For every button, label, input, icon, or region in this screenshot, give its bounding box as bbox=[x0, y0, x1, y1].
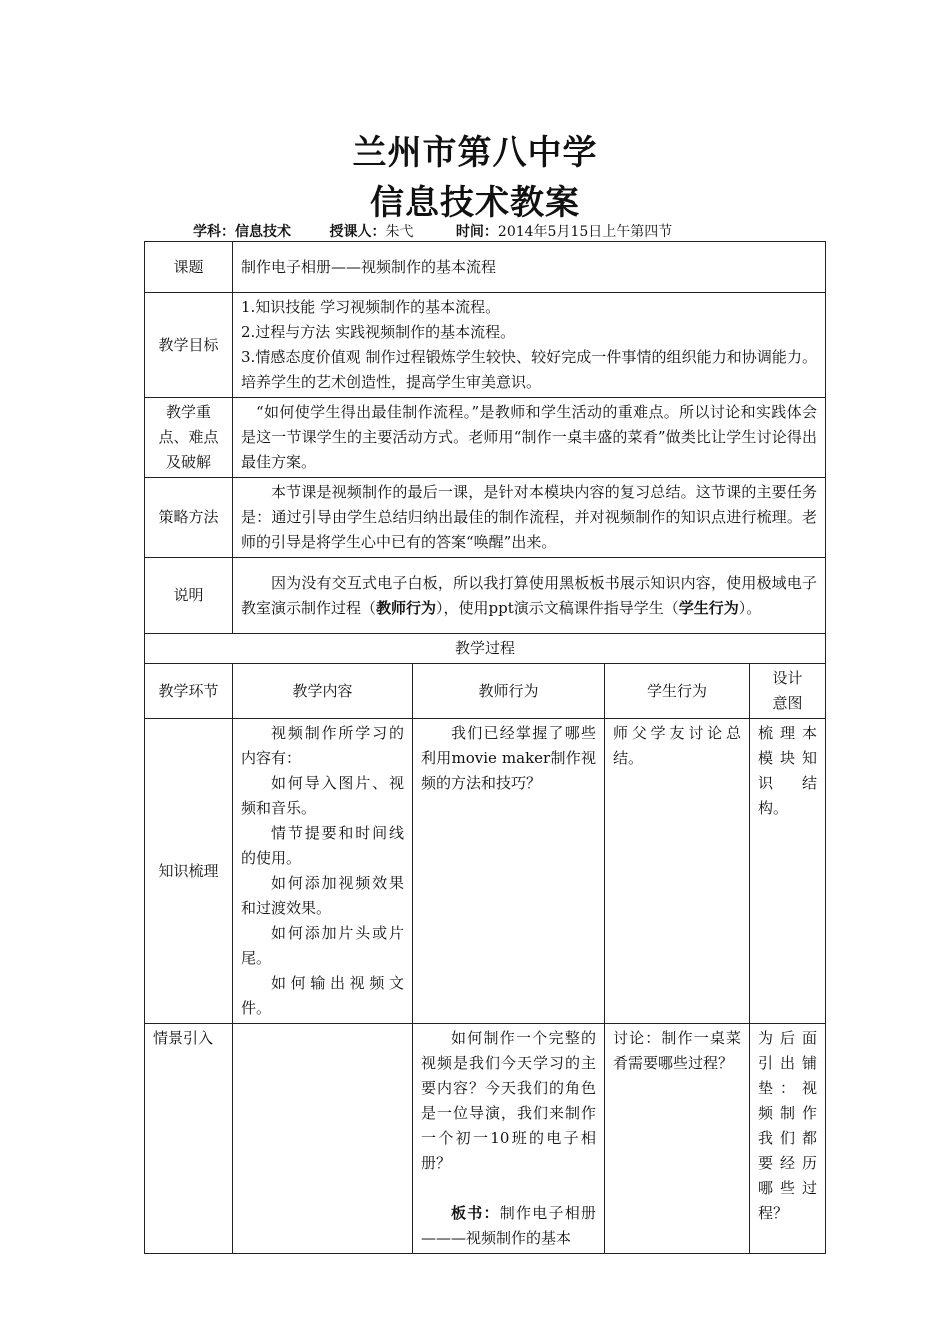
topic-value: 制作电子相册——视频制作的基本流程 bbox=[233, 242, 826, 293]
school-title: 兰州市第八中学 bbox=[352, 133, 598, 173]
note-bold: 学生行为 bbox=[678, 598, 739, 617]
lesson-plan-table bbox=[144, 241, 826, 1254]
key-points-row bbox=[145, 398, 826, 478]
teacher-cell bbox=[413, 1024, 605, 1254]
content-item: 如何导入图片、视频和音乐。 bbox=[241, 774, 404, 817]
teacher-cell bbox=[413, 719, 605, 1024]
goals-cell bbox=[233, 293, 826, 398]
content-item: 如何添加视频效果和过渡效果。 bbox=[241, 874, 404, 917]
col-header-intent bbox=[750, 664, 826, 719]
strategy-text bbox=[233, 478, 826, 558]
note-part: ）。 bbox=[738, 598, 762, 617]
student-cell: 师父学友讨论总结。 bbox=[605, 719, 750, 1024]
intent-cell: 梳理本模块知识结构。 bbox=[750, 719, 826, 1024]
time-value: 2014年5月15日上午第四节 bbox=[497, 224, 673, 240]
student-cell: 讨论：制作一桌菜肴需要哪些过程？ bbox=[605, 1024, 750, 1254]
goals-label: 教学目标 bbox=[145, 293, 233, 398]
meta-line bbox=[193, 221, 672, 241]
note-part: 因为没有交互式电子白板，所以我打算使用黑板板书展示知识内容，使用极域电子教室演示制作过程（ bbox=[241, 573, 818, 617]
content-cell bbox=[233, 719, 413, 1024]
teacher-value: 朱弋 bbox=[385, 224, 414, 240]
strategy-label: 策略方法 bbox=[145, 478, 233, 558]
strategy-row bbox=[145, 478, 826, 558]
content-item: 如何输出视频文件。 bbox=[241, 974, 404, 1017]
process-row-review bbox=[145, 719, 826, 1024]
process-row-intro bbox=[145, 1024, 826, 1254]
goal-item: 1.知识技能 学习视频制作的基本流程。 bbox=[241, 298, 501, 316]
goal-item: 2.过程与方法 实践视频制作的基本流程。 bbox=[241, 323, 516, 341]
topic-row bbox=[145, 242, 826, 293]
process-heading-row bbox=[145, 634, 826, 664]
key-label-line: 点、难点 bbox=[158, 428, 219, 446]
col-header-stage: 教学环节 bbox=[145, 664, 233, 719]
key-points-paragraph: “如何使学生得出最佳制作流程。”是教师和学生活动的重难点。所以讨论和实践体会是这一节课学生的主要活动方式。老师用“制作一桌丰盛的菜肴”做类比让学生讨论得出最佳方案。 bbox=[241, 403, 818, 471]
goals-row bbox=[145, 293, 826, 398]
col-header-content: 教学内容 bbox=[233, 664, 413, 719]
goal-item: 3.情感态度价值观 制作过程锻炼学生较快、较好完成一件事情的组织能力和协调能力。培养学生的艺术创造性，提高学生审美意识。 bbox=[241, 348, 818, 391]
topic-label: 课题 bbox=[145, 242, 233, 293]
strategy-paragraph: 本节课是视频制作的最后一课，是针对本模块内容的复习总结。这节课的主要任务是：通过引导由学生总结归纳出最佳的制作流程，并对视频制作的知识点进行梳理。老师的引导是将学生心中已有的答案“唤醒”出来。 bbox=[241, 483, 818, 551]
key-label-line: 教学重 bbox=[165, 403, 211, 421]
teacher-text: 我们已经掌握了哪些利用movie maker制作视频的方法和技巧？ bbox=[421, 724, 596, 792]
col-header-teacher: 教师行为 bbox=[413, 664, 605, 719]
stage-cell: 知识梳理 bbox=[145, 719, 233, 1024]
note-label: 说明 bbox=[145, 558, 233, 634]
intent-cell: 为后面引出铺垫：视频制作我们都要经历哪些过程？ bbox=[750, 1024, 826, 1254]
content-item: 情节提要和时间线的使用。 bbox=[241, 824, 404, 867]
note-text bbox=[233, 558, 826, 634]
subject-value: 信息技术 bbox=[235, 224, 291, 240]
key-label-line: 及破解 bbox=[165, 453, 211, 471]
note-row bbox=[145, 558, 826, 634]
process-heading: 教学过程 bbox=[145, 634, 826, 664]
note-bold: 教师行为 bbox=[376, 598, 437, 617]
intent-header-line: 意图 bbox=[772, 694, 803, 712]
key-points-text bbox=[233, 398, 826, 478]
content-cell bbox=[233, 1024, 413, 1254]
process-header-row bbox=[145, 664, 826, 719]
document-title: 信息技术教案 bbox=[370, 183, 580, 223]
subject-label: 学科： bbox=[193, 224, 235, 240]
key-points-label bbox=[145, 398, 233, 478]
board-text bbox=[421, 1201, 596, 1251]
teacher-label: 授课人： bbox=[329, 224, 386, 240]
note-paragraph bbox=[241, 571, 817, 621]
stage-cell: 情景引入 bbox=[145, 1024, 233, 1254]
content-item: 视频制作所学习的内容有： bbox=[241, 724, 404, 767]
note-part: ），使用ppt演示文稿课件指导学生（ bbox=[436, 598, 679, 617]
teacher-text: 如何制作一个完整的视频是我们今天学习的主要内容？今天我们的角色是一位导演，我们来制作一个初一10班的电子相册？ bbox=[421, 1029, 596, 1172]
time-label: 时间： bbox=[455, 224, 498, 240]
content-item: 如何添加片头或片尾。 bbox=[241, 924, 404, 967]
board-content: 制作电子相册———视频制作的基本 bbox=[421, 1204, 596, 1247]
col-header-student: 学生行为 bbox=[605, 664, 750, 719]
intent-header-line: 设计 bbox=[772, 669, 803, 687]
board-label: 板书： bbox=[451, 1204, 500, 1222]
